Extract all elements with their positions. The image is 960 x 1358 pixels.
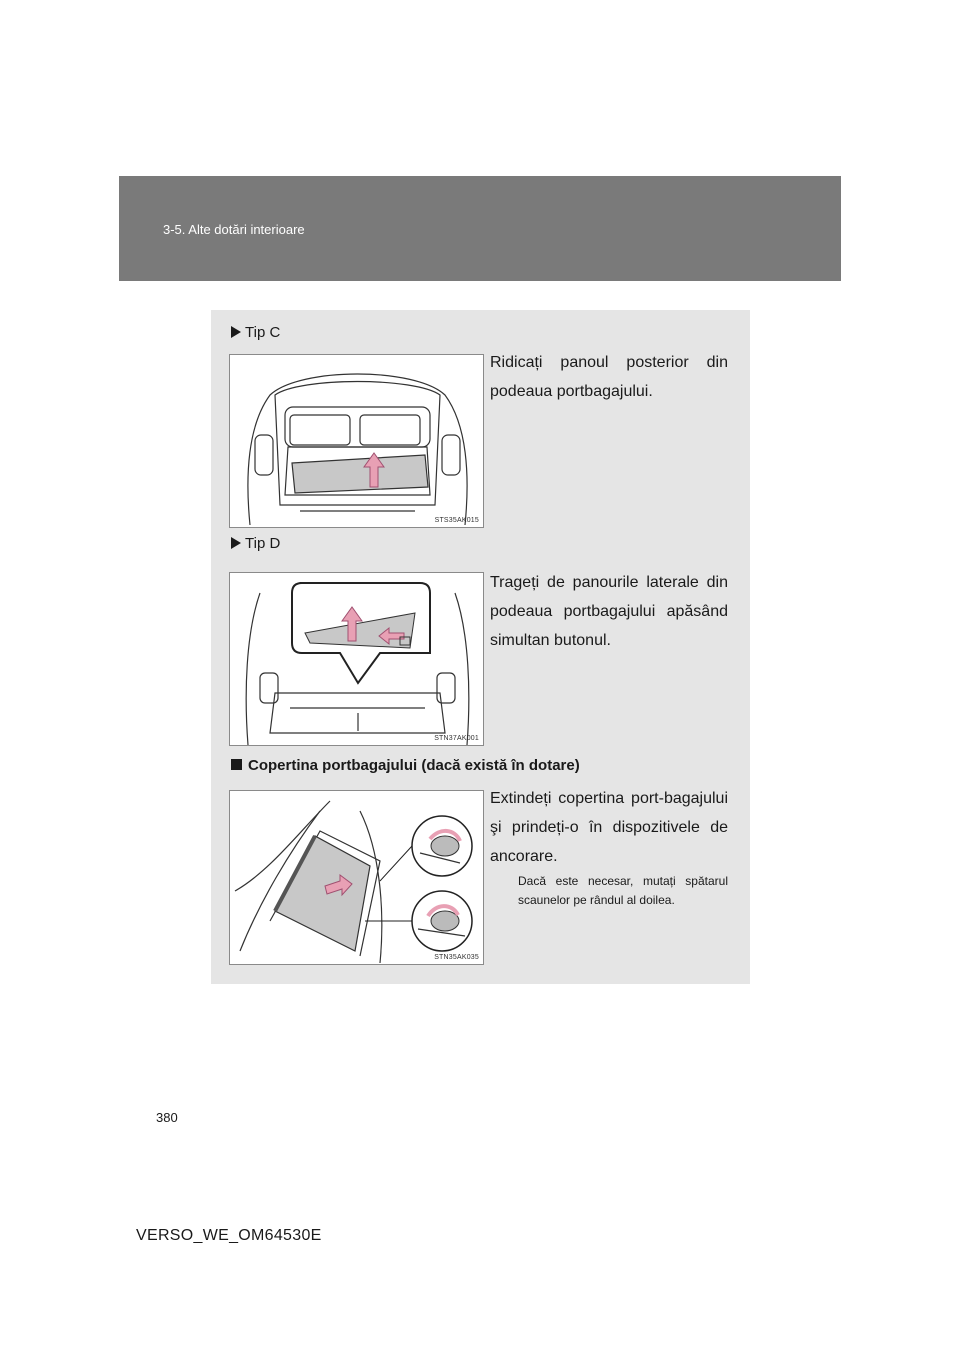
document-code: VERSO_WE_OM64530E (136, 1227, 322, 1244)
triangle-bullet-icon (231, 326, 241, 338)
square-bullet-icon (231, 759, 242, 770)
trunk-side-panel-illustration (230, 573, 484, 746)
tip-c-label (231, 324, 280, 341)
car-trunk-rear-panel-illustration (230, 355, 484, 528)
tip-d-figure-code: STN37AK001 (434, 735, 479, 742)
tip-d-figure (229, 572, 484, 746)
tip-d-text: Trageți de panourile laterale din podeaua portbagajului apăsând simultan butonul. (490, 574, 728, 649)
cover-figure (229, 790, 484, 965)
cover-section-title (231, 757, 580, 774)
cover-figure-code: STN35AK035 (434, 954, 479, 961)
header-band (119, 176, 841, 281)
triangle-bullet-icon (231, 537, 241, 549)
trunk-cover-illustration (230, 791, 484, 965)
tip-c-figure (229, 354, 484, 528)
cover-text: Extindeți copertina port-bagajului şi prindeți-o în dispozitivele de ancorare. (490, 790, 728, 865)
tip-d-label-text: Tip D (245, 535, 281, 552)
section-header: 3-5. Alte dotări interioare (163, 222, 305, 237)
cover-note: Dacă este necesar, mutați spătarul scaunelor pe rândul al doilea. (518, 874, 728, 907)
cover-section-title-text: Copertina portbagajului (dacă există în dotare) (248, 757, 580, 774)
tip-c-label-text: Tip C (245, 324, 281, 341)
tip-c-figure-code: STS35AK015 (434, 517, 479, 524)
tip-c-text: Ridicați panoul posterior din podeaua portbagajului. (490, 354, 728, 400)
tip-d-label (231, 535, 280, 552)
content-panel (211, 310, 750, 984)
page-number: 380 (156, 1110, 178, 1125)
